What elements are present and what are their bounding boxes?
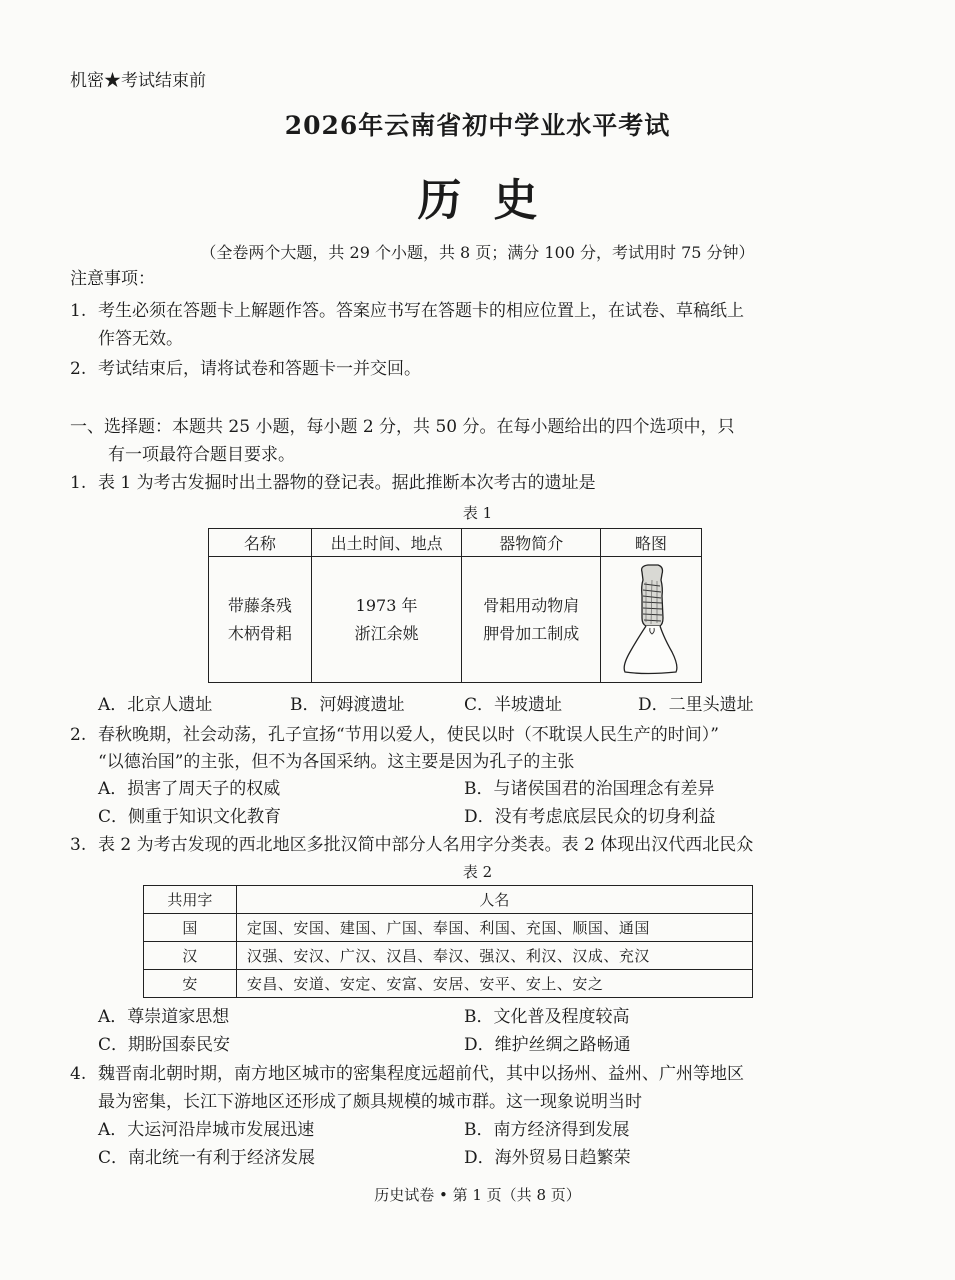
question-1-stem — [70, 471, 596, 495]
option-a: A．尊崇道家思想 — [98, 1007, 230, 1027]
exam-title: 2026年云南省初中学业水平考试 — [284, 111, 671, 140]
note-text: 考生必须在答题卡上解题作答。答案应书写在答题卡的相应位置上，在试卷、草稿纸上 — [98, 301, 744, 321]
option-c: C．侧重于知识文化教育 — [98, 807, 282, 827]
note-text: 考试结束后，请将试卷和答题卡一并交回。 — [98, 359, 421, 379]
table-row — [209, 557, 702, 683]
table-header-cell: 名称 — [209, 529, 312, 557]
table-1-caption: 表 1 — [462, 504, 493, 522]
table-header-cell: 出土时间、地点 — [311, 529, 462, 557]
option-d: D．维护丝绸之路畅通 — [464, 1035, 631, 1055]
table-row — [144, 970, 753, 998]
option-a: A．北京人遗址 — [98, 695, 213, 715]
table-header-cell: 共用字 — [144, 886, 237, 914]
excavation-cell — [311, 557, 462, 683]
cell-line: 木柄骨耜 — [227, 623, 292, 643]
option-c: C．半坡遗址 — [464, 695, 563, 715]
option-b: B．河姆渡遗址 — [290, 695, 405, 715]
table-1 — [208, 528, 702, 683]
question-number: 3. — [70, 835, 87, 855]
exam-info: （全卷两个大题，共 29 个小题，共 8 页；满分 100 分，考试用时 75 分钟） — [200, 243, 755, 262]
question-number: 2. — [70, 725, 87, 745]
question-text: 魏晋南北朝时期，南方地区城市的密集程度远超前代，其中以扬州、益州、广州等地区 — [98, 1064, 744, 1084]
option-a: A．大运河沿岸城市发展迅速 — [98, 1120, 315, 1140]
names-cell: 汉强、安汉、广汉、汉昌、奉汉、强汉、利汉、汉成、充汉 — [236, 942, 752, 970]
note-number: 1. — [70, 301, 87, 321]
subject-title: 历史 — [417, 175, 570, 226]
question-number: 1. — [70, 473, 87, 493]
notes-heading: 注意事项： — [70, 269, 155, 289]
option-b: B．文化普及程度较高 — [464, 1007, 630, 1027]
note-number: 2. — [70, 359, 87, 379]
table-row — [144, 914, 753, 942]
table-header-row — [144, 886, 753, 914]
names-cell: 定国、安国、建国、广国、奉国、利国、充国、顺国、通国 — [236, 914, 752, 942]
question-2-stem-cont: “以德治国”的主张，但不为各国采纳。这主要是因为孔子的主张 — [98, 752, 575, 772]
table-2 — [143, 885, 753, 998]
table-row — [144, 942, 753, 970]
page-footer: 历史试卷 • 第 1 页（共 8 页） — [374, 1186, 581, 1204]
shared-char-cell: 汉 — [144, 942, 237, 970]
option-c: C．期盼国泰民安 — [98, 1035, 231, 1055]
question-4-stem-cont: 最为密集，长江下游地区还形成了颇具规模的城市群。这一现象说明当时 — [98, 1092, 642, 1112]
option-c: C．南北统一有利于经济发展 — [98, 1148, 316, 1168]
option-d: D．二里头遗址 — [638, 695, 754, 715]
cell-line: 浙江余姚 — [354, 623, 419, 643]
option-d: D．海外贸易日趋繁荣 — [464, 1148, 631, 1168]
table-header-cell: 人名 — [236, 886, 752, 914]
description-cell — [462, 557, 601, 683]
section-heading: 一、选择题：本题共 25 小题，每小题 2 分，共 50 分。在每小题给出的四个选项中，只 — [70, 417, 735, 437]
question-text: 表 1 为考古发掘时出土器物的登记表。据此推断本次考古的遗址是 — [98, 473, 596, 493]
question-number: 4. — [70, 1064, 87, 1084]
cell-line: 胛骨加工制成 — [483, 623, 580, 643]
option-b: B．与诸侯国君的治国理念有差异 — [464, 779, 715, 799]
note-item-1 — [70, 299, 744, 323]
question-2-stem — [70, 723, 719, 747]
option-b: B．南方经济得到发展 — [464, 1120, 630, 1140]
question-4-stem — [70, 1062, 744, 1086]
option-a: A．损害了周天子的权威 — [98, 779, 281, 799]
table-header-cell: 器物简介 — [462, 529, 601, 557]
section-heading-cont: 有一项最符合题目要求。 — [108, 445, 295, 465]
table-header-cell: 略图 — [601, 529, 702, 557]
cell-line: 带藤条残 — [227, 595, 292, 615]
question-text: 春秋晚期，社会动荡，孔子宣扬“节用以爱人，使民以时（不耽误人民生产的时间）” — [98, 725, 719, 745]
note-item-2 — [70, 357, 421, 381]
question-3-stem — [70, 833, 753, 857]
artifact-name-cell — [209, 557, 312, 683]
option-d: D．没有考虑底层民众的切身利益 — [464, 807, 716, 827]
confidential-label: 机密★考试结束前 — [70, 71, 206, 91]
note-item-1-cont: 作答无效。 — [98, 329, 183, 349]
table-header-row — [209, 529, 702, 557]
question-text: 表 2 为考古发现的西北地区多批汉简中部分人名用字分类表。表 2 体现出汉代西北民众 — [98, 835, 754, 855]
sketch-cell — [601, 557, 702, 683]
shared-char-cell: 国 — [144, 914, 237, 942]
shared-char-cell: 安 — [144, 970, 237, 998]
table-2-caption: 表 2 — [462, 863, 493, 881]
cell-line: 骨耜用动物肩 — [483, 595, 580, 615]
cell-line: 1973 年 — [355, 595, 418, 615]
names-cell: 安昌、安道、安定、安富、安居、安平、安上、安之 — [236, 970, 752, 998]
bone-spade-sketch-icon — [616, 562, 686, 678]
